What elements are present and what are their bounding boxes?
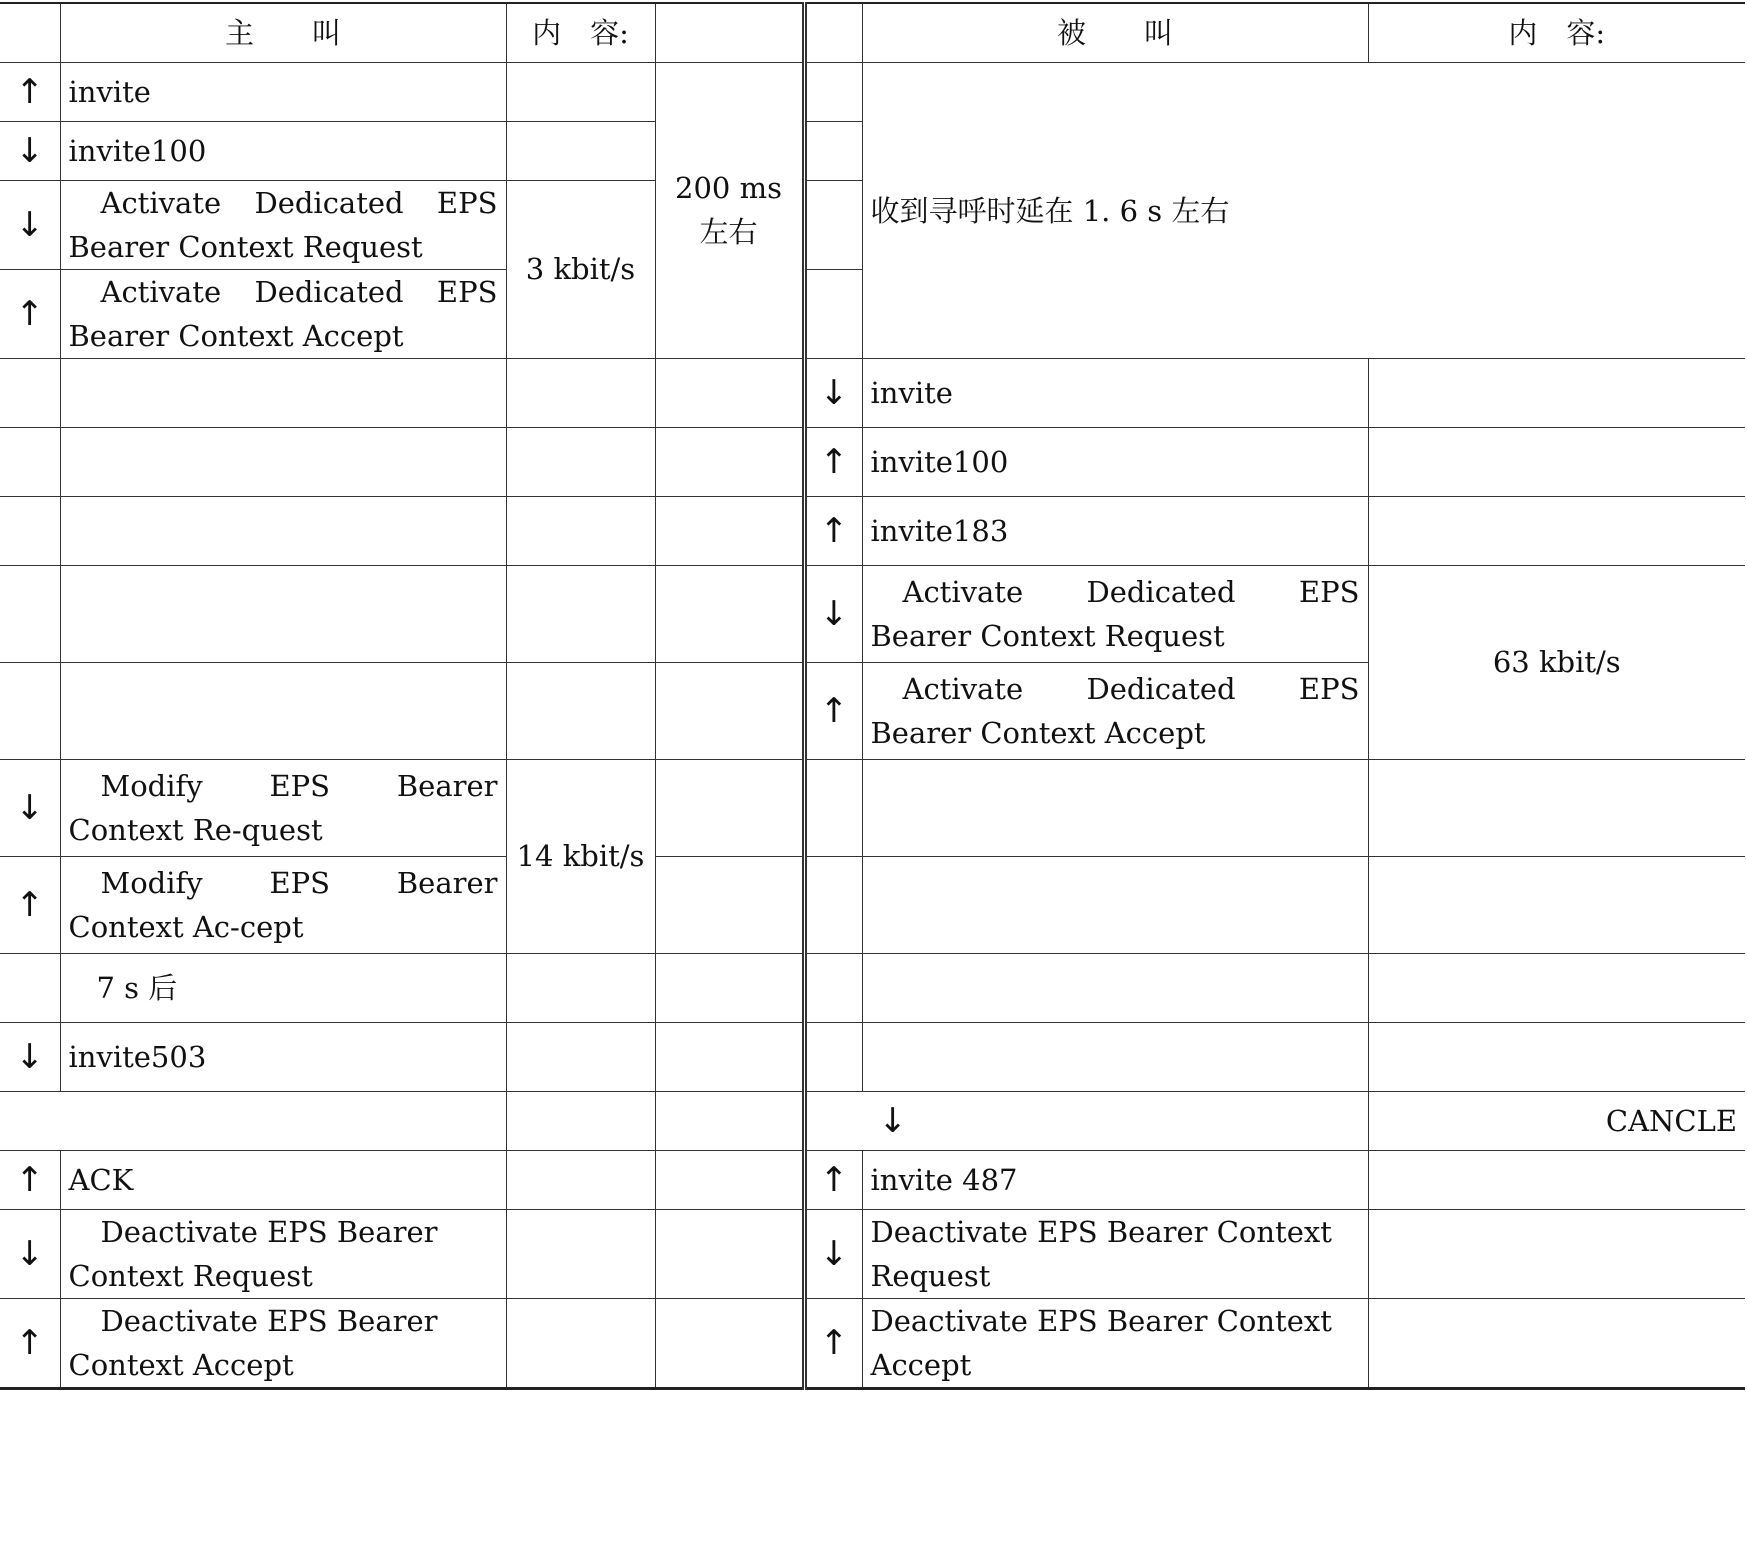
callee-deactivate-accept: Deactivate EPS Bearer Context Accept — [862, 1298, 1368, 1388]
empty-cell — [0, 427, 60, 496]
empty-cell — [1368, 856, 1745, 953]
empty-cell — [506, 496, 655, 565]
callee-activate-accept — [862, 662, 1368, 759]
up-arrow-icon: ↑ — [804, 427, 862, 496]
empty-cell — [655, 662, 804, 759]
header-caller: 主 叫 — [60, 3, 506, 62]
up-arrow-icon: ↑ — [804, 496, 862, 565]
up-arrow-icon: ↑ — [0, 856, 60, 953]
signaling-table — [0, 2, 1745, 1390]
empty-cell — [60, 496, 506, 565]
up-arrow-icon: ↑ — [804, 1298, 862, 1388]
empty-cell — [506, 565, 655, 662]
empty-cell — [655, 953, 804, 1022]
empty-cell — [506, 358, 655, 427]
empty-cell — [60, 565, 506, 662]
empty-cell — [506, 1150, 655, 1209]
empty-cell — [1368, 1150, 1745, 1209]
up-arrow-icon: ↑ — [0, 62, 60, 121]
empty-cell — [0, 565, 60, 662]
callee-deactivate-request: Deactivate EPS Bearer Context Request — [862, 1209, 1368, 1298]
caller-deactivate-accept — [60, 1298, 506, 1388]
header-arrow-cell — [0, 3, 60, 62]
callee-activate-request-text: Activate Dedicated EPS Bearer Context Request — [870, 574, 1360, 653]
empty-cell — [655, 1150, 804, 1209]
callee-paging-delay: 收到寻呼时延在 1. 6 s 左右 — [862, 62, 1745, 358]
caller-activate-accept-text: Activate Dedicated EPS Bearer Context Accept — [68, 274, 498, 353]
empty-cell — [1368, 1209, 1745, 1298]
empty-cell — [804, 62, 862, 121]
empty-cell — [862, 759, 1368, 856]
caller-activate-accept — [60, 269, 506, 358]
empty-cell — [0, 358, 60, 427]
empty-cell — [655, 565, 804, 662]
down-arrow-icon: ↓ — [0, 1209, 60, 1298]
empty-cell — [1368, 358, 1745, 427]
callee-invite487: invite 487 — [862, 1150, 1368, 1209]
down-arrow-icon: ↓ — [804, 358, 862, 427]
caller-activate-request — [60, 180, 506, 269]
up-arrow-icon: ↑ — [0, 269, 60, 358]
callee-activate-accept-text: Activate Dedicated EPS Bearer Context Accept — [870, 671, 1360, 750]
empty-cell — [506, 953, 655, 1022]
empty-cell — [506, 1298, 655, 1388]
empty-cell — [60, 427, 506, 496]
empty-cell — [655, 1022, 804, 1091]
up-arrow-icon: ↑ — [804, 662, 862, 759]
header-caller-extra — [655, 3, 804, 62]
callee-invite100: invite100 — [862, 427, 1368, 496]
down-arrow-icon: ↓ — [0, 1022, 60, 1091]
empty-cell — [804, 180, 862, 269]
empty-cell — [1368, 953, 1745, 1022]
down-arrow-icon: ↓ — [0, 759, 60, 856]
caller-modify-request — [60, 759, 506, 856]
caller-deactivate-request-text: Deactivate EPS Bearer Context Request — [68, 1214, 438, 1293]
empty-cell — [0, 662, 60, 759]
empty-cell — [655, 1298, 804, 1388]
caller-activate-request-text: Activate Dedicated EPS Bearer Context Request — [68, 185, 498, 264]
empty-cell — [655, 759, 804, 856]
empty-cell — [1368, 496, 1745, 565]
empty-cell — [506, 1091, 655, 1150]
caller-delay — [655, 62, 804, 358]
empty-cell — [506, 427, 655, 496]
empty-cell — [60, 662, 506, 759]
caller-invite100: invite100 — [60, 121, 506, 180]
empty-cell — [862, 1022, 1368, 1091]
empty-cell — [655, 427, 804, 496]
caller-delay-unit: 左右 — [699, 215, 758, 249]
empty-cell — [804, 953, 862, 1022]
empty-cell — [1368, 1298, 1745, 1388]
empty-cell — [1368, 759, 1745, 856]
callee-cancle: CANCLE — [1368, 1091, 1745, 1150]
header-callee: 被 叫 — [862, 3, 1368, 62]
caller-invite503: invite503 — [60, 1022, 506, 1091]
up-arrow-icon: ↑ — [804, 1150, 862, 1209]
callee-activate-rate: 63 kbit/s — [1368, 565, 1745, 759]
up-arrow-icon: ↑ — [0, 1150, 60, 1209]
caller-activate-rate: 3 kbit/s — [506, 180, 655, 358]
down-arrow-icon: ↓ — [0, 180, 60, 269]
caller-modify-accept-text: Modify EPS Bearer Context Ac-cept — [68, 865, 498, 944]
empty-cell — [862, 856, 1368, 953]
empty-cell — [655, 1091, 804, 1150]
empty-cell — [804, 1022, 862, 1091]
empty-cell — [862, 953, 1368, 1022]
empty-cell — [655, 856, 804, 953]
callee-invite183: invite183 — [862, 496, 1368, 565]
empty-cell — [1368, 1022, 1745, 1091]
caller-ack: ACK — [60, 1150, 506, 1209]
caller-delay-value: 200 ms — [675, 171, 782, 205]
caller-deactivate-request — [60, 1209, 506, 1298]
empty-cell — [0, 953, 60, 1022]
caller-after-7s: 7 s 后 — [60, 953, 506, 1022]
down-arrow-icon: ↓ — [804, 1091, 1368, 1150]
caller-deactivate-accept-text: Deactivate EPS Bearer Context Accept — [68, 1303, 438, 1382]
down-arrow-icon: ↓ — [804, 565, 862, 662]
empty-cell — [804, 856, 862, 953]
empty-cell — [804, 269, 862, 358]
empty-cell — [0, 496, 60, 565]
empty-cell — [655, 358, 804, 427]
empty-cell — [655, 496, 804, 565]
empty-cell — [506, 121, 655, 180]
empty-cell — [804, 121, 862, 180]
down-arrow-icon: ↓ — [804, 1209, 862, 1298]
empty-cell — [1368, 427, 1745, 496]
empty-cell — [506, 62, 655, 121]
empty-cell — [0, 1091, 506, 1150]
empty-cell — [655, 1209, 804, 1298]
empty-cell — [506, 662, 655, 759]
up-arrow-icon: ↑ — [0, 1298, 60, 1388]
caller-modify-rate: 14 kbit/s — [506, 759, 655, 953]
empty-cell — [60, 358, 506, 427]
empty-cell — [506, 1209, 655, 1298]
callee-activate-request — [862, 565, 1368, 662]
header-callee-content: 内 容: — [1368, 3, 1745, 62]
caller-modify-accept — [60, 856, 506, 953]
caller-invite: invite — [60, 62, 506, 121]
empty-cell — [506, 1022, 655, 1091]
empty-cell — [804, 759, 862, 856]
header-caller-content: 内 容: — [506, 3, 655, 62]
callee-invite: invite — [862, 358, 1368, 427]
caller-modify-request-text: Modify EPS Bearer Context Re-quest — [68, 768, 498, 847]
down-arrow-icon: ↓ — [0, 121, 60, 180]
header-callee-arrow-cell — [804, 3, 862, 62]
